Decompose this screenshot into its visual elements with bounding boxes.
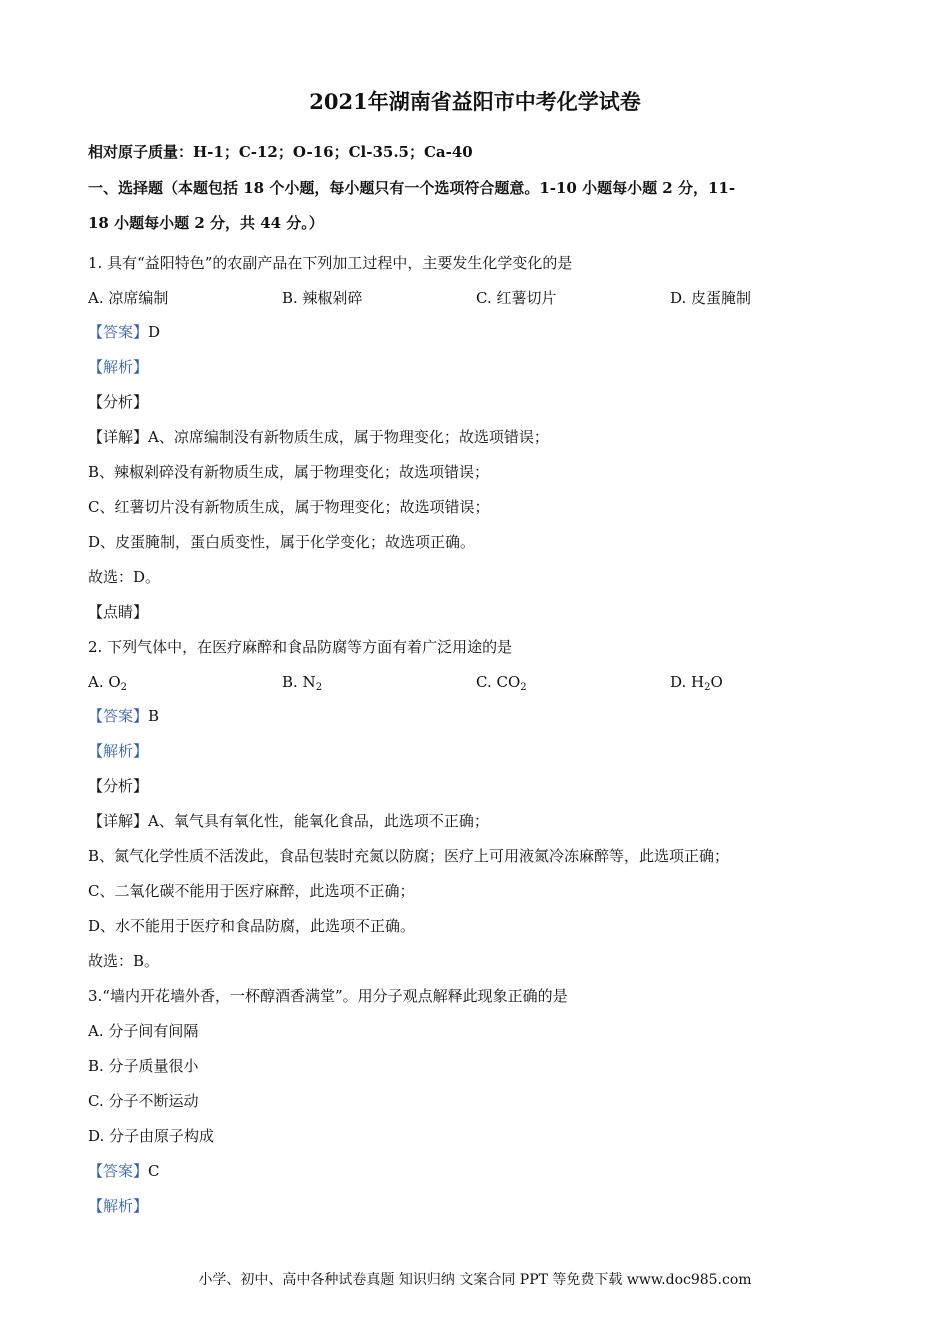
q3-option-b: B. 分子质量很小 [88,1057,199,1075]
option-text: B. N [282,673,316,691]
detail-text: A、氧气具有氧化性，能氧化食品，此选项不正确； [148,812,489,830]
q1-answer [88,322,160,342]
section-heading-line1: 一、选择题（本题包括 18 个小题，每小题只有一个选项符合题意。1-10 小题每小题 2 分，11- [88,179,736,197]
q1-stem: 1. 具有“益阳特色”的农副产品在下列加工过程中，主要发生化学变化的是 [88,254,573,272]
q2-detail-3: C、二氧化碳不能用于医疗麻醉，此选项不正确； [88,882,415,900]
option-text: D. H [670,673,705,691]
q3-option-d: D. 分子由原子构成 [88,1127,215,1145]
q1-detail-3: C、红薯切片没有新物质生成，属于物理变化；故选项错误； [88,498,490,516]
q2-answer [88,706,159,726]
q3-stem: 3.“墙内开花墙外香，一杯醇酒香满堂”。用分子观点解释此现象正确的是 [88,987,568,1005]
q2-detail-4: D、水不能用于医疗和食品防腐，此选项不正确。 [88,917,416,935]
q1-detail-1 [88,427,549,447]
q3-analysis-tag: 【解析】 [88,1197,149,1215]
q2-detail-1 [88,811,489,831]
answer-value: D [148,323,161,341]
section-heading-line2: 18 小题每小题 2 分，共 44 分。） [88,214,324,232]
answer-tag: 【答案】 [88,707,149,725]
q1-option-c: C. 红薯切片 [476,289,557,307]
q3-option-c: C. 分子不断运动 [88,1092,199,1110]
q3-answer [88,1161,160,1181]
page-footer: 小学、初中、高中各种试卷真题 知识归纳 文案合同 PPT 等免费下载 www.doc985.com [198,1272,752,1288]
q2-option-c [476,672,527,692]
option-text: C. CO [476,673,521,691]
atomic-mass-line: 相对原子质量：H-1；C-12；O-16；Cl-35.5；Ca-40 [88,143,473,161]
q2-stem: 2. 下列气体中，在医疗麻醉和食品防腐等方面有着广泛用途的是 [88,638,513,656]
q2-option-d [670,672,723,692]
q2-analysis-tag: 【解析】 [88,742,149,760]
q1-fenxi: 【分析】 [88,393,149,411]
detail-text: A、凉席编制没有新物质生成，属于物理变化；故选项错误； [148,428,549,446]
q1-conclusion: 故选：D。 [88,568,161,586]
q1-detail-2: B、辣椒剁碎没有新物质生成，属于物理变化；故选项错误； [88,463,490,481]
answer-tag: 【答案】 [88,323,149,341]
q1-dianjing: 【点睛】 [88,603,149,621]
subscript: 2 [120,682,128,693]
q1-option-d: D. 皮蛋腌制 [670,289,752,307]
q2-option-b [282,672,322,692]
q2-detail-2: B、氮气化学性质不活泼此，食品包装时充氮以防腐；医疗上可用液氮冷冻麻醉等，此选项正确； [88,847,730,865]
answer-value: C [148,1162,160,1180]
page-title: 2021年湖南省益阳市中考化学试卷 [309,89,641,114]
option-text: A. O [88,673,121,691]
detail-tag: 【详解】 [88,428,149,446]
answer-value: B [148,707,160,725]
q1-option-a: A. 凉席编制 [88,289,169,307]
subscript: 2 [315,682,323,693]
q1-option-b: B. 辣椒剁碎 [282,289,363,307]
subscript: 2 [520,682,527,693]
detail-tag: 【详解】 [88,812,149,830]
subscript: 2 [704,682,711,693]
q3-option-a: A. 分子间有间隔 [88,1022,199,1040]
q1-detail-4: D、皮蛋腌制，蛋白质变性，属于化学变化；故选项正确。 [88,533,476,551]
option-text-tail: O [710,673,723,691]
q2-option-a [88,672,127,692]
answer-tag: 【答案】 [88,1162,149,1180]
q2-conclusion: 故选：B。 [88,952,160,970]
q1-analysis-tag: 【解析】 [88,358,149,376]
q2-fenxi: 【分析】 [88,777,149,795]
